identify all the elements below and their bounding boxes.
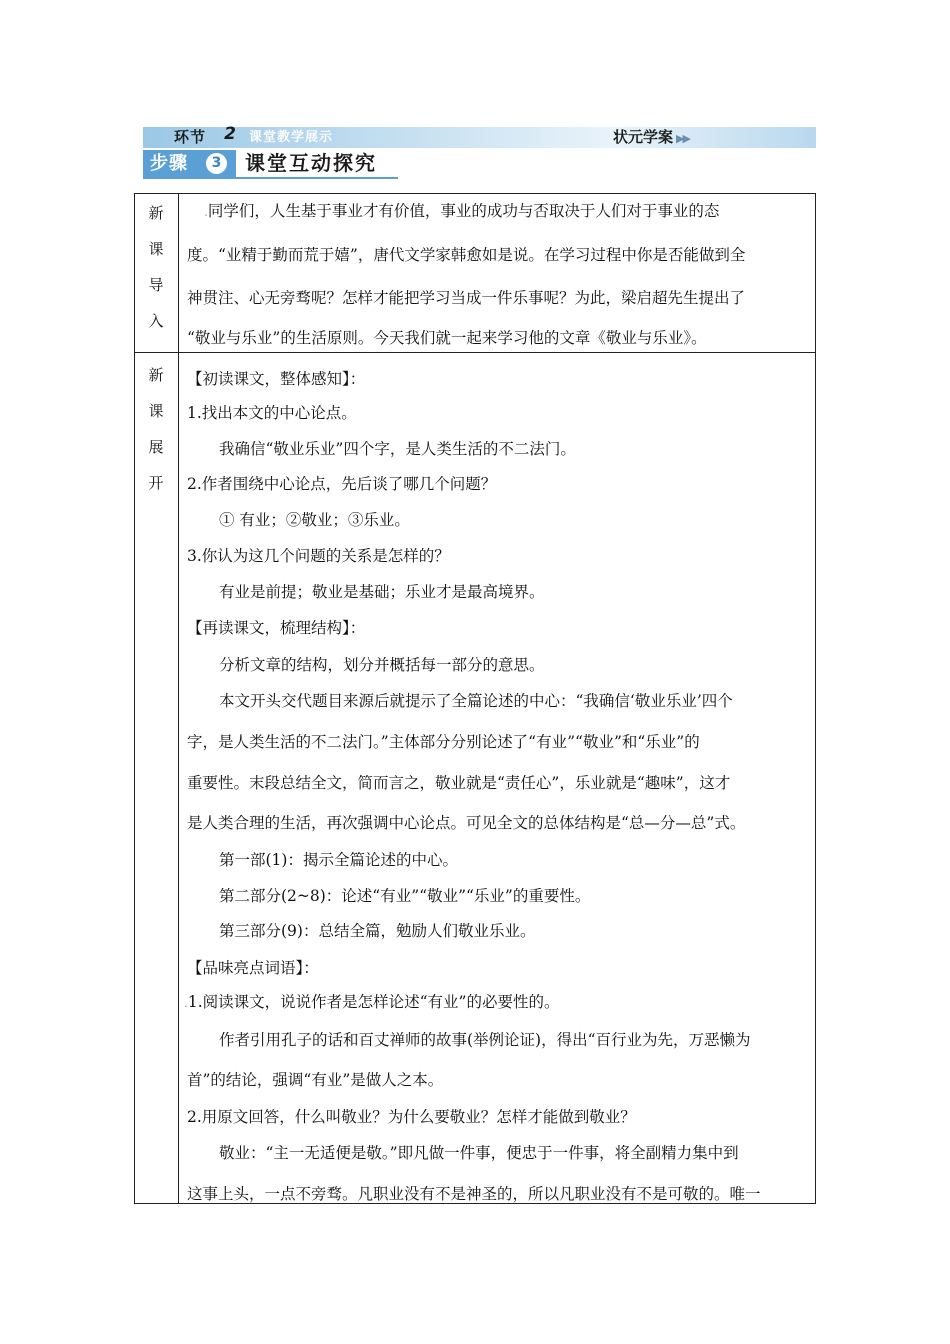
question-line: 2.用原文回答，什么叫敬业？为什么要敬业？怎样才能做到敬业？ (187, 1108, 636, 1126)
expand-row-label (134, 357, 178, 501)
question-line: .1.阅读课文，说说作者是怎样论述“有业”的必要性的。 (184, 993, 560, 1011)
intro-text-line: “敬业与乐业”的生活原则。今天我们就一起来学习他的文章《敬业与乐业》。 (187, 329, 707, 347)
paragraph-line: 作者引用孔子的话和百丈禅师的故事(举例论证)，得出“百行业为先，万恶懒为 (219, 1031, 751, 1049)
table-row-divider (134, 352, 816, 353)
expand-label-char: 课 (148, 402, 164, 420)
expand-label-char: 新 (148, 366, 164, 384)
answer-line: 我确信“敬业乐业”四个字，是人类生活的不二法门。 (219, 440, 576, 458)
question-line: 1.找出本文的中心论点。 (187, 404, 357, 422)
answer-line: 第二部分(2~8)：论述“有业”“敬业”“乐业”的重要性。 (219, 887, 591, 905)
brand-logo (613, 127, 689, 148)
intro-text-line: 度。“业精于勤而荒于嬉”，唐代文学家韩愈如是说。在学习过程中你是否能做到全 (187, 246, 746, 264)
intro-label-char: 导 (148, 276, 164, 294)
banner-subtitle: 课堂教学展示 (249, 130, 334, 145)
question-line: 2.作者围绕中心论点，先后谈了哪几个问题？ (187, 475, 497, 493)
paragraph-line: 字，是人类生活的不二法门。”主体部分分别论述了“有业”“敬业”和“乐业”的 (187, 733, 700, 751)
intro-label-char: 入 (148, 312, 164, 330)
expand-label-char: 展 (148, 438, 164, 456)
expand-label-char: 开 (148, 474, 164, 492)
paragraph-line: 首”的结论，强调“有业”是做人之本。 (187, 1071, 444, 1089)
section-heading: 【再读课文，梳理结构】： (187, 619, 366, 637)
step-label: 步骤 (150, 153, 188, 174)
answer-line: 分析文章的结构，划分并概括每一部分的意思。 (219, 656, 545, 674)
banner-huanjie-label: 环节 (174, 128, 207, 146)
paragraph-line: 重要性。末段总结全文，简而言之，敬业就是“责任心”，乐业就是“趣味”，这才 (187, 774, 731, 792)
question-line: 3.你认为这几个问题的关系是怎样的？ (187, 547, 450, 565)
intro-label-char: 课 (148, 240, 164, 258)
answer-line: 第三部分(9)：总结全篇，勉励人们敬业乐业。 (219, 922, 536, 940)
step-title: 课堂互动探究 (245, 151, 377, 175)
brand-part-a: 状元 (613, 128, 644, 146)
answer-line: 第一部(1)：揭示全篇论述的中心。 (219, 851, 458, 869)
paragraph-line: 敬业：“主一无适便是敬。”即凡做一件事，便忠于一件事，将全副精力集中到 (219, 1144, 739, 1162)
answer-line: ① 有业；②敬业；③乐业。 (219, 511, 410, 529)
section-banner (143, 127, 816, 148)
answer-line: 有业是前提；敬业是基础；乐业才是最高境界。 (219, 583, 545, 601)
step-underline (143, 177, 398, 179)
paragraph-line: 本文开头交代题目来源后就提示了全篇论述的中心：“我确信‘敬业乐业’四个 (219, 692, 733, 710)
arrow-right-icon: ▶▶ (676, 132, 689, 145)
section-heading: 【品味亮点词语】： (187, 959, 319, 977)
paragraph-line: 是人类合理的生活，再次强调中心论点。可见全文的总体结构是“总—分—总”式。 (187, 814, 746, 832)
brand-part-b: 学案 (643, 128, 674, 146)
small-mark-icon: . (204, 205, 208, 219)
intro-label-char: 新 (148, 204, 164, 222)
step-number-badge: 3 (206, 153, 227, 174)
small-mark-icon: . (184, 996, 188, 1010)
banner-huanjie-number: 2 (224, 124, 236, 144)
intro-text-line: 神贯注、心无旁骛呢？怎样才能把学习当成一件乐事呢？为此，梁启超先生提出了 (187, 289, 746, 307)
table-column-divider (178, 193, 179, 1204)
intro-row-label (134, 195, 178, 339)
section-heading: 【初读课文，整体感知】： (187, 370, 366, 388)
intro-text-line: .同学们，人生基于事业才有价值，事业的成功与否取决于人们对于事业的态 (204, 202, 720, 220)
paragraph-line: 这事上头，一点不旁骛。凡职业没有不是神圣的，所以凡职业没有不是可敬的。唯一 (187, 1185, 761, 1203)
